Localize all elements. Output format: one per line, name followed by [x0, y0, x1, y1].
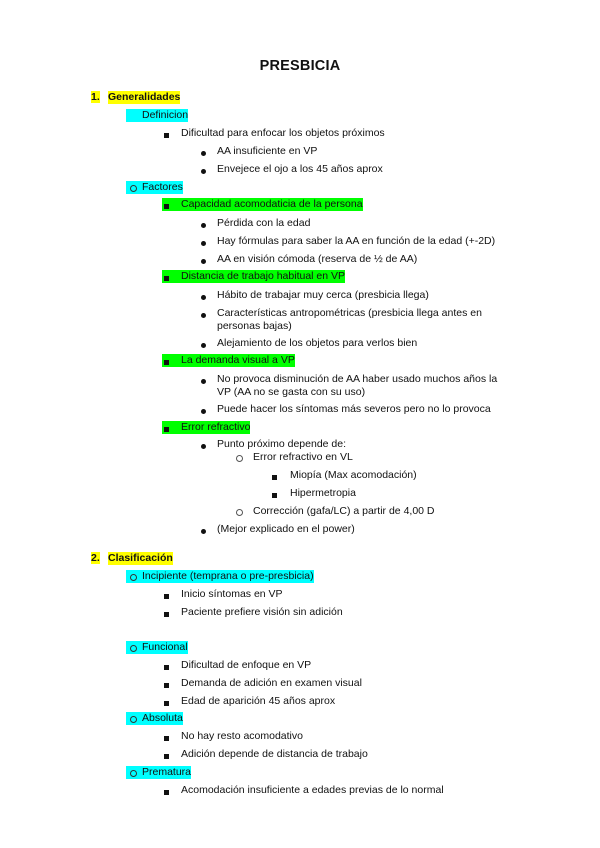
square-bullet-icon	[164, 750, 169, 763]
circle-bullet-icon	[130, 714, 137, 727]
list-item: Hábito de trabajar muy cerca (presbicia llega)	[217, 289, 429, 301]
heading-demanda: La demanda visual a VP	[162, 354, 295, 367]
list-item: Adición depende de distancia de trabajo	[181, 748, 368, 760]
heading-definicion: Definicion	[126, 109, 188, 122]
list-item: Inicio síntomas en VP	[181, 588, 283, 600]
circle-bullet-icon	[236, 453, 243, 466]
list-item: Acomodación insuficiente a edades previas de lo normal	[181, 784, 444, 796]
page-title: PRESBICIA	[259, 58, 341, 74]
list-item: Demanda de adición en examen visual	[181, 677, 362, 689]
square-bullet-icon	[164, 590, 169, 603]
list-item: AA en visión cómoda (reserva de ½ de AA)	[217, 253, 418, 265]
dot-bullet-icon	[201, 309, 206, 322]
square-bullet-icon	[164, 608, 169, 621]
heading-prematura: Prematura	[126, 766, 191, 779]
circle-bullet-icon	[236, 507, 243, 520]
list-item: Edad de aparición 45 años aprox	[181, 695, 336, 707]
circle-bullet-icon	[130, 572, 137, 585]
square-bullet-icon	[164, 697, 169, 710]
square-bullet-icon	[272, 489, 277, 502]
heading-incipiente: Incipiente (temprana o pre-presbicia)	[126, 570, 314, 583]
dot-bullet-icon	[201, 237, 206, 250]
square-bullet-icon	[164, 272, 169, 285]
list-item: Hay fórmulas para saber la AA en función de la edad (+-2D)	[217, 235, 496, 247]
square-bullet-icon	[164, 129, 169, 142]
section-2-heading: Clasificación	[108, 552, 173, 564]
dot-bullet-icon	[201, 219, 206, 232]
heading-factores: Factores	[126, 181, 183, 194]
dot-bullet-icon	[201, 165, 206, 178]
dot-bullet-icon	[201, 291, 206, 304]
list-item-continuation: personas bajas)	[217, 320, 292, 332]
circle-bullet-icon	[130, 643, 137, 656]
square-bullet-icon	[164, 786, 169, 799]
square-bullet-icon	[164, 200, 169, 213]
dot-bullet-icon	[201, 375, 206, 388]
dot-bullet-icon	[201, 405, 206, 418]
list-item: Miopía (Max acomodación)	[290, 469, 417, 481]
square-bullet-icon	[164, 679, 169, 692]
list-item-continuation: VP (AA no se gasta con su uso)	[217, 386, 366, 398]
section-2-number: 2.	[91, 552, 100, 564]
circle-bullet-icon	[130, 183, 137, 196]
dot-bullet-icon	[201, 147, 206, 160]
heading-error-refractivo: Error refractivo	[162, 421, 250, 434]
dot-bullet-icon	[201, 525, 206, 538]
square-bullet-icon	[164, 732, 169, 745]
list-item: Envejece el ojo a los 45 años aprox	[217, 163, 383, 175]
list-item: AA insuficiente en VP	[217, 145, 318, 157]
list-item: Punto próximo depende de:	[217, 438, 347, 450]
square-bullet-icon	[164, 356, 169, 369]
list-item: Alejamiento de los objetos para verlos bien	[217, 337, 418, 349]
square-bullet-icon	[164, 423, 169, 436]
list-item: Puede hacer los síntomas más severos pero no lo provoca	[217, 403, 491, 415]
dot-bullet-icon	[201, 255, 206, 268]
list-item: No provoca disminución de AA haber usado muchos años la	[217, 373, 498, 385]
list-item: Características antropométricas (presbicia llega antes en	[217, 307, 482, 319]
heading-capacidad: Capacidad acomodaticia de la persona	[162, 198, 363, 211]
heading-funcional: Funcional	[126, 641, 188, 654]
dot-bullet-icon	[201, 440, 206, 453]
list-item: Pérdida con la edad	[217, 217, 311, 229]
dot-bullet-icon	[201, 339, 206, 352]
heading-absoluta: Absoluta	[126, 712, 183, 725]
list-item: Error refractivo en VL	[253, 451, 353, 463]
list-item: Paciente prefiere visión sin adición	[181, 606, 343, 618]
list-item: Dificultad para enfocar los objetos próximos	[181, 127, 385, 139]
list-item: (Mejor explicado en el power)	[217, 523, 355, 535]
square-bullet-icon	[164, 661, 169, 674]
circle-bullet-icon	[130, 768, 137, 781]
list-item: Hipermetropia	[290, 487, 356, 499]
section-1-heading: Generalidades	[108, 91, 181, 103]
heading-distancia: Distancia de trabajo habitual en VP	[162, 270, 345, 283]
list-item: Corrección (gafa/LC) a partir de 4,00 D	[253, 505, 435, 517]
square-bullet-icon	[272, 471, 277, 484]
list-item: Dificultad de enfoque en VP	[181, 659, 312, 671]
list-item: No hay resto acomodativo	[181, 730, 303, 742]
section-1-number: 1.	[91, 91, 100, 103]
